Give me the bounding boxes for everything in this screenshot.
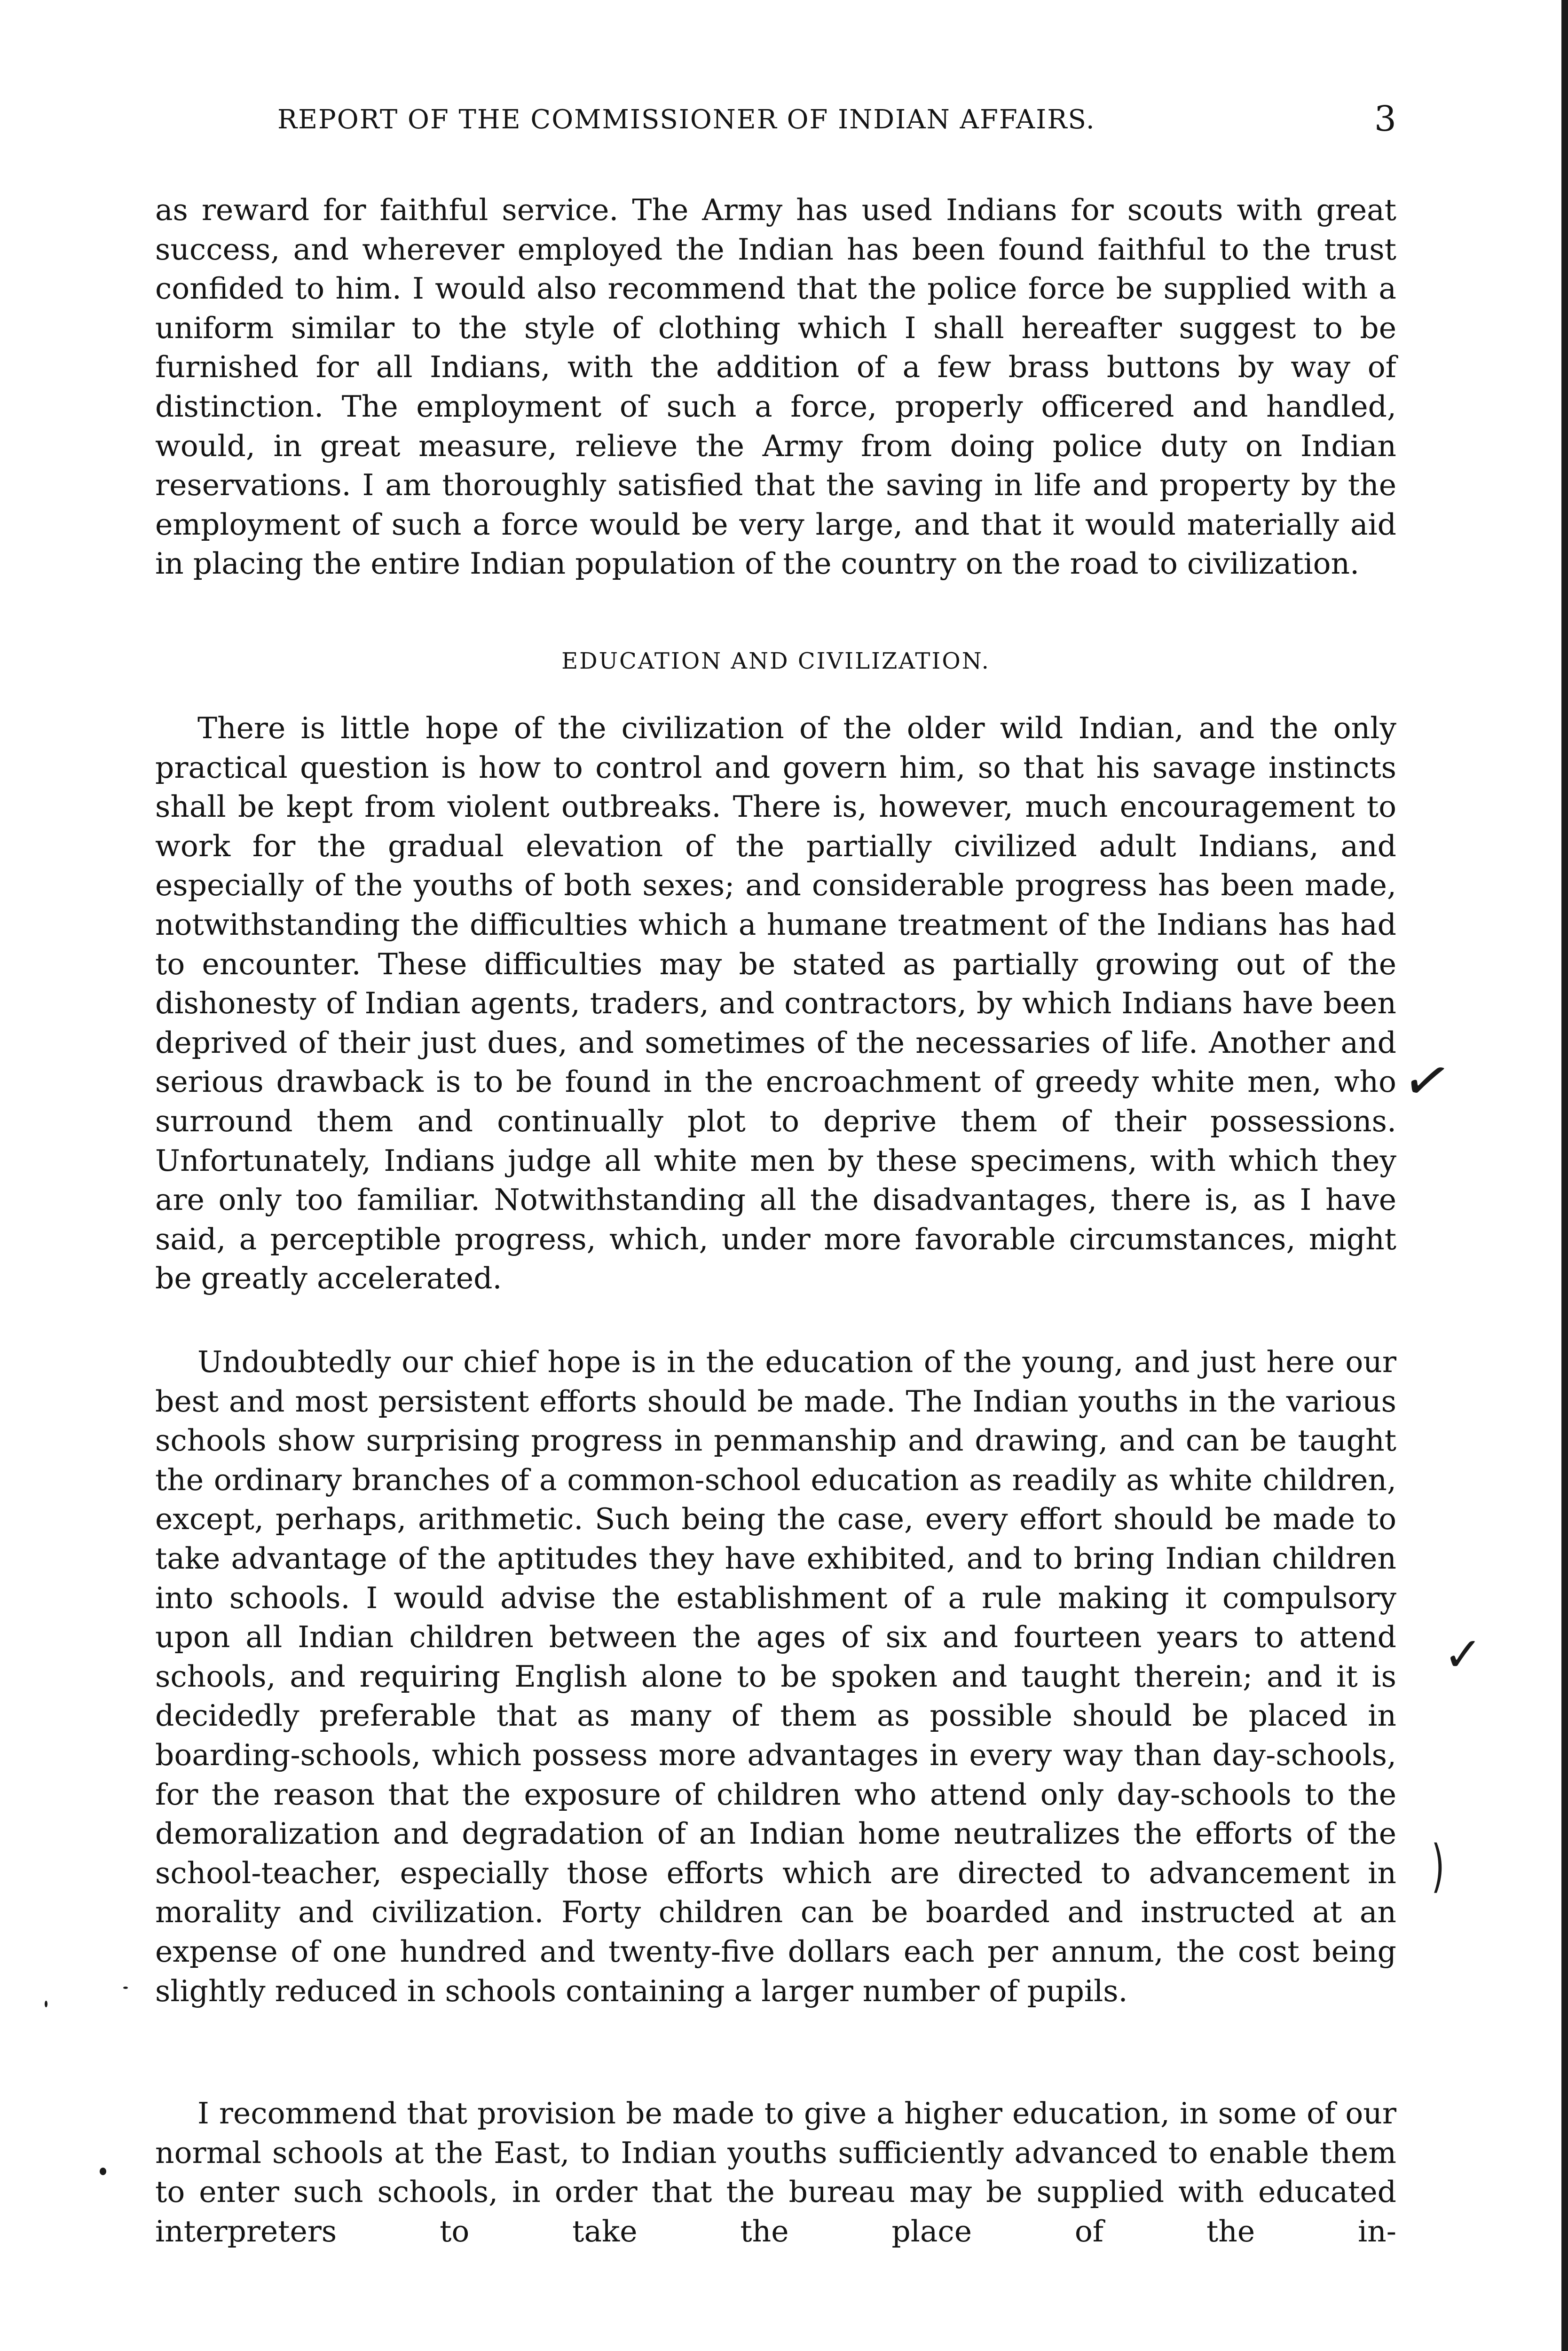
page-edge <box>1561 0 1568 2351</box>
paragraph-continued: as reward for faithful service. The Army has used Indians for scouts with great success, and wherever employed the Indian has been found faithful to the trust confided to him. I would also recommend that the police force be supplied with a uniform similar to the style of clothing which I shall hereafter suggest to be furnished for all Indians, with the addition of a few brass buttons by way of distinction. The employment of such a force, properly officered and handled, would, in great measure, relieve the Army from doing police duty on Indian reservations. I am thoroughly satisfied that the saving in life and property by the employment of such a force would be very large, and that it would materially aid in placing the entire Indian population of the country on the road to civilization. <box>155 193 1396 581</box>
handwritten-check-icon: ✓ <box>1397 1044 1457 1118</box>
page-header <box>155 99 1396 142</box>
paragraph-higher-education: I recommend that provision be made to give a higher education, in some of our normal schools at the East, to Indian youths sufficiently advanced to enable them to enter such schools, in order that the bureau may be supplied with educated interpreters to take the place of the in- <box>155 2096 1396 2248</box>
page-number: 3 <box>1374 99 1396 139</box>
handwritten-bracket-icon: ) <box>1431 1834 1445 1899</box>
handwritten-check-icon: ✓ <box>1443 1627 1483 1682</box>
ink-speck <box>100 2168 106 2175</box>
section-heading: EDUCATION AND CIVILIZATION. <box>561 648 990 674</box>
running-head: REPORT OF THE COMMISSIONER OF INDIAN AFFAIRS. <box>277 104 1095 135</box>
paragraph-civilization: There is little hope of the civilization of the older wild Indian, and the only practical question is how to control and govern him, so that his savage instincts shall be kept from violent outbreaks. There is, however, much encouragement to work for the gradual elevation of the partially civilized adult Indians, and especially of the youths of both sexes; and considerable progress has been made, notwithstanding the difficulties which a humane treatment of the Indians has had to encounter. These difficulties may be stated as partially growing out of the dishonesty of Indian agents, traders, and contractors, by which Indians have been deprived of their just dues, and sometimes of the necessaries of life. Another and serious drawback is to be found in the encroachment of greedy white men, who surround them and continually plot to deprive them of their possessions. Unfortunately, Indians judge all white men by these specimens, with which they are only too familiar. Notwithstanding all the disadvantages, there is, as I have said, a perceptible progress, which, under more favorable circumstances, might be greatly accelerated. <box>155 711 1396 1296</box>
ink-speck <box>45 2001 47 2007</box>
ink-speck <box>123 1987 128 1989</box>
paragraph-education: Undoubtedly our chief hope is in the education of the young, and just here our best and most persistent efforts should be made. The Indian youths in the various schools show surprising progress in penmanship and drawing, and can be taught the ordinary branches of a common-school education as readily as white children, except, perhaps, arithmetic. Such being the case, every effort should be made to take advantage of the aptitudes they have exhibited, and to bring Indian children into schools. I would advise the establishment of a rule making it compulsory upon all Indian children between the ages of six and fourteen years to attend schools, and requiring English alone to be spoken and taught therein; and it is decidedly preferable that as many of them as possible should be placed in boarding-schools, which possess more advantages in every way than day-schools, for the reason that the exposure of children who attend only day-schools to the demoralization and degradation of an Indian home neutralizes the efforts of the school-teacher, especially those efforts which are directed to advancement in morality and civilization. Forty children can be boarded and instructed at an expense of one hundred and twenty-five dollars each per annum, the cost being slightly reduced in schools containing a larger number of pupils. <box>155 1345 1396 2008</box>
